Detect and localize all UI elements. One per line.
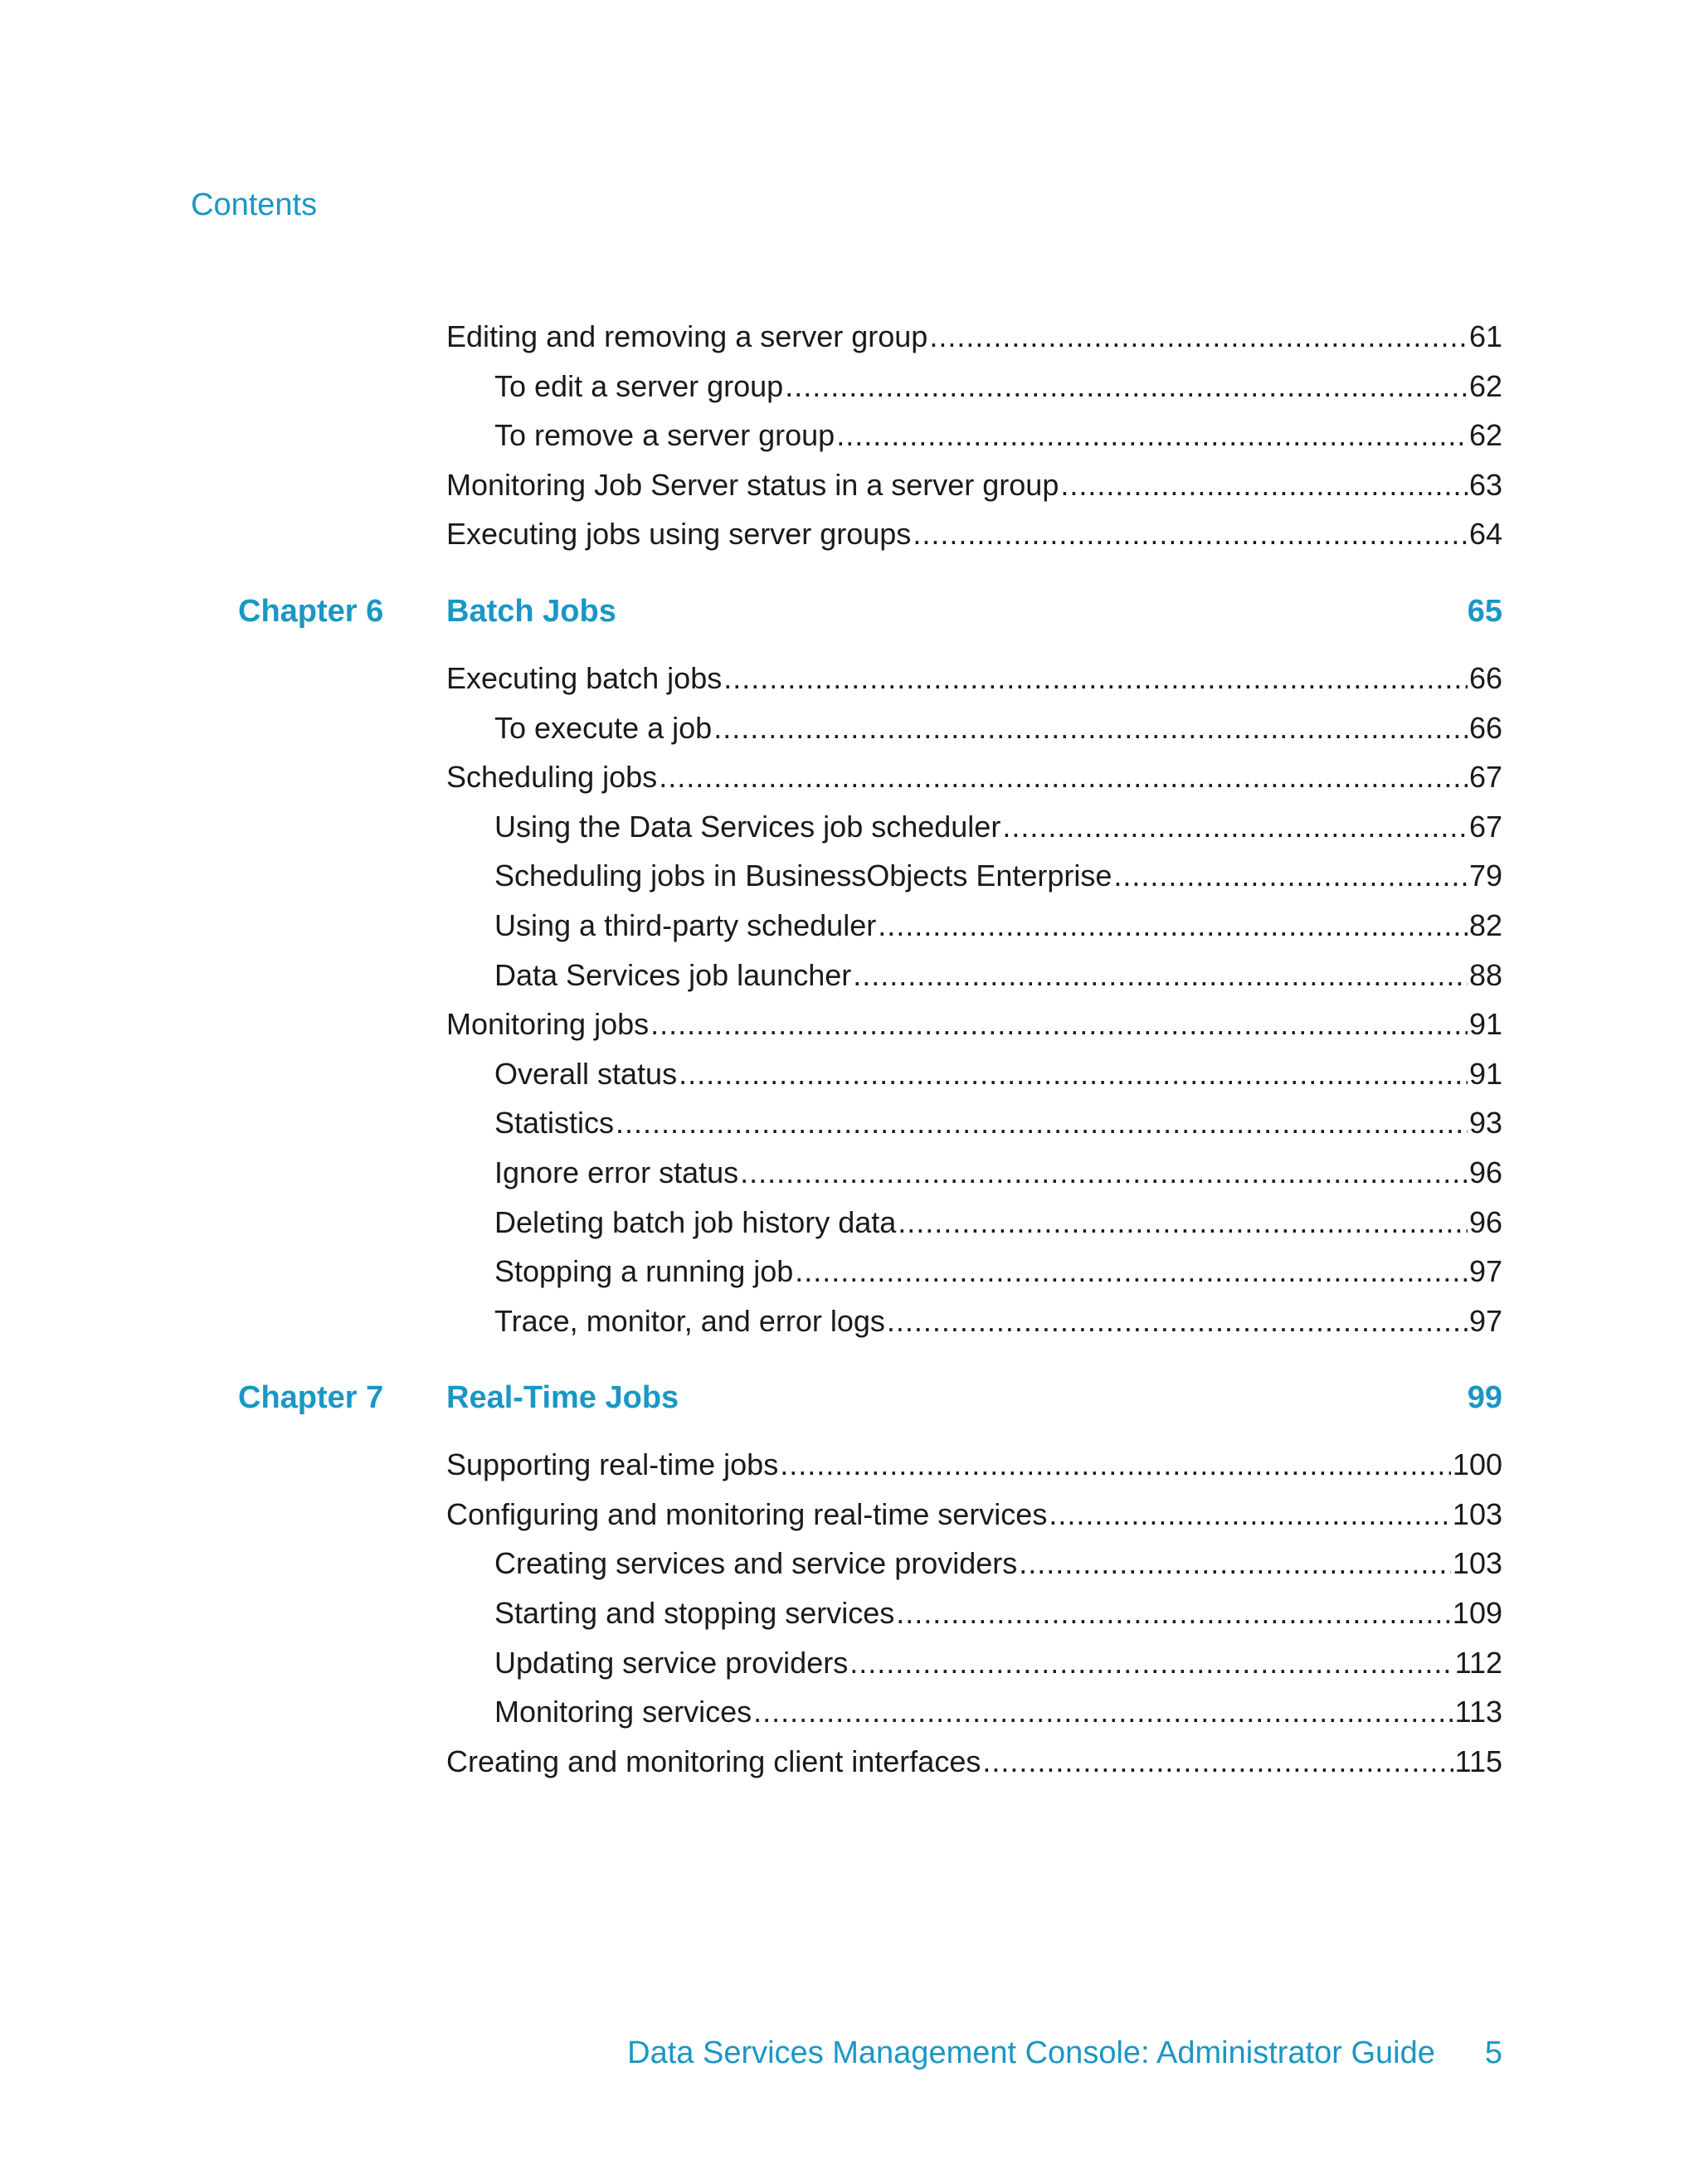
dot-leader bbox=[785, 365, 1468, 408]
toc-entry-title: Editing and removing a server group bbox=[446, 319, 928, 353]
toc-entry-page: 115 bbox=[1454, 1744, 1502, 1778]
toc-entry-title: Using a third-party scheduler bbox=[494, 907, 877, 942]
toc-entry[interactable] bbox=[494, 1592, 1502, 1642]
toc-entry[interactable] bbox=[446, 1443, 1502, 1493]
chapter-label: Chapter 6 bbox=[238, 593, 384, 629]
dot-leader bbox=[1002, 805, 1468, 849]
toc-entry-title: Using the Data Services job scheduler bbox=[494, 809, 1001, 844]
chapter-title: Real-Time Jobs bbox=[446, 1380, 679, 1416]
toc-entry[interactable] bbox=[446, 756, 1502, 805]
toc-chapters bbox=[0, 594, 1699, 1789]
toc-entry[interactable] bbox=[494, 707, 1502, 756]
toc-entry-page: 96 bbox=[1468, 1155, 1502, 1189]
dot-leader bbox=[780, 1443, 1451, 1486]
toc-entry-page: 62 bbox=[1468, 418, 1502, 453]
toc-entry-page: 63 bbox=[1468, 467, 1502, 502]
dot-leader bbox=[753, 1690, 1453, 1734]
toc-entry-title: To edit a server group bbox=[494, 368, 784, 403]
toc-entry-page: 67 bbox=[1468, 760, 1502, 795]
running-header: Contents bbox=[191, 187, 318, 222]
toc-entry-page: 103 bbox=[1452, 1546, 1502, 1581]
toc-entry-title: Executing batch jobs bbox=[446, 660, 723, 695]
toc-entry[interactable] bbox=[494, 1300, 1502, 1350]
dot-leader bbox=[795, 1250, 1468, 1293]
dot-leader bbox=[616, 1102, 1468, 1145]
footer-page-number: 5 bbox=[1484, 2036, 1502, 2070]
toc-entry-title: Creating and monitoring client interfaces bbox=[446, 1744, 981, 1778]
toc-entry-page: 91 bbox=[1468, 1007, 1502, 1042]
toc-entry-page: 97 bbox=[1468, 1254, 1502, 1289]
chapter-page: 65 bbox=[1467, 593, 1502, 629]
toc-entry-title: Deleting batch job history data bbox=[494, 1204, 897, 1239]
toc-entry-title: Updating service providers bbox=[494, 1645, 849, 1680]
toc-entry-page: 113 bbox=[1454, 1695, 1502, 1729]
toc-entry-title: To remove a server group bbox=[494, 418, 835, 453]
toc-entry-title: Starting and stopping services bbox=[494, 1596, 895, 1631]
toc-entry-page: 112 bbox=[1454, 1645, 1502, 1680]
toc-entry-page: 97 bbox=[1468, 1303, 1502, 1338]
chapter-heading[interactable] bbox=[0, 594, 1699, 657]
toc-entry[interactable] bbox=[446, 657, 1502, 707]
toc-entry-page: 64 bbox=[1468, 517, 1502, 552]
toc-entry-page: 100 bbox=[1452, 1447, 1502, 1482]
dot-leader bbox=[887, 1300, 1468, 1343]
toc-entry[interactable] bbox=[494, 1151, 1502, 1201]
toc-entry-page: 79 bbox=[1468, 859, 1502, 893]
toc-entry-page: 109 bbox=[1452, 1596, 1502, 1631]
table-of-contents bbox=[0, 315, 1699, 1789]
toc-entry-page: 62 bbox=[1468, 368, 1502, 403]
toc-entry-title: Trace, monitor, and error logs bbox=[494, 1303, 885, 1338]
footer-title: Data Services Management Console: Administrator Guide bbox=[627, 2036, 1435, 2070]
toc-entry[interactable] bbox=[446, 1493, 1502, 1543]
dot-leader bbox=[650, 1003, 1468, 1046]
dot-leader bbox=[878, 904, 1468, 947]
toc-entry[interactable] bbox=[494, 954, 1502, 1004]
dot-leader bbox=[853, 954, 1468, 997]
dot-leader bbox=[713, 707, 1468, 750]
toc-entry[interactable] bbox=[446, 1740, 1502, 1790]
toc-entry[interactable] bbox=[494, 1642, 1502, 1691]
chapter-page: 99 bbox=[1467, 1380, 1502, 1416]
chapter-heading[interactable] bbox=[0, 1380, 1699, 1443]
dot-leader bbox=[898, 1201, 1468, 1244]
toc-entry[interactable] bbox=[446, 513, 1502, 562]
toc-entry-title: Statistics bbox=[494, 1106, 615, 1141]
dot-leader bbox=[929, 315, 1468, 358]
toc-entry[interactable] bbox=[494, 1053, 1502, 1102]
toc-entry-title: Stopping a running job bbox=[494, 1254, 794, 1289]
page-footer bbox=[627, 2036, 1502, 2071]
toc-entry[interactable] bbox=[494, 805, 1502, 855]
toc-entry-page: 61 bbox=[1468, 319, 1502, 353]
toc-entry-title: Monitoring jobs bbox=[446, 1007, 650, 1042]
toc-entry-title: Ignore error status bbox=[494, 1155, 739, 1189]
toc-entry-title: Monitoring services bbox=[494, 1695, 752, 1729]
toc-entry-page: 96 bbox=[1468, 1204, 1502, 1239]
toc-entry-page: 103 bbox=[1452, 1496, 1502, 1531]
toc-entry-title: To execute a job bbox=[494, 710, 713, 745]
toc-entry-title: Supporting real-time jobs bbox=[446, 1447, 779, 1482]
toc-entry-title: Executing jobs using server groups bbox=[446, 517, 912, 552]
toc-entry[interactable] bbox=[494, 854, 1502, 904]
toc-entry[interactable] bbox=[494, 904, 1502, 954]
toc-entry[interactable] bbox=[446, 1003, 1502, 1053]
dot-leader bbox=[1060, 464, 1468, 507]
toc-continuation-group bbox=[0, 315, 1699, 562]
toc-entry-page: 91 bbox=[1468, 1056, 1502, 1091]
dot-leader bbox=[1113, 854, 1468, 897]
toc-entry-page: 93 bbox=[1468, 1106, 1502, 1141]
dot-leader bbox=[850, 1642, 1453, 1685]
toc-entry[interactable] bbox=[494, 1201, 1502, 1251]
dot-leader bbox=[659, 756, 1468, 799]
toc-entry[interactable] bbox=[494, 1250, 1502, 1300]
toc-entry-title: Scheduling jobs bbox=[446, 760, 658, 795]
toc-entry-title: Configuring and monitoring real-time services bbox=[446, 1496, 1048, 1531]
toc-entry-title: Overall status bbox=[494, 1056, 678, 1091]
dot-leader bbox=[896, 1592, 1451, 1635]
toc-entry[interactable] bbox=[494, 1102, 1502, 1151]
dot-leader bbox=[740, 1151, 1468, 1194]
toc-entry-title: Creating services and service providers bbox=[494, 1546, 1018, 1581]
toc-entry-page: 88 bbox=[1468, 957, 1502, 992]
toc-entry[interactable] bbox=[446, 315, 1502, 365]
dot-leader bbox=[913, 513, 1468, 556]
toc-entry[interactable] bbox=[494, 414, 1502, 464]
toc-entry-page: 66 bbox=[1468, 660, 1502, 695]
toc-entry[interactable] bbox=[494, 1690, 1502, 1740]
toc-entry-title: Data Services job launcher bbox=[494, 957, 852, 992]
dot-leader bbox=[723, 657, 1468, 700]
toc-entry-page: 82 bbox=[1468, 907, 1502, 942]
dot-leader bbox=[1049, 1493, 1451, 1536]
toc-entry-title: Scheduling jobs in BusinessObjects Enterprise bbox=[494, 859, 1112, 893]
dot-leader bbox=[679, 1053, 1468, 1096]
chapter-label: Chapter 7 bbox=[238, 1380, 384, 1416]
toc-entry-page: 67 bbox=[1468, 809, 1502, 844]
toc-entry[interactable] bbox=[446, 464, 1502, 513]
toc-entry-title: Monitoring Job Server status in a server group bbox=[446, 467, 1059, 502]
toc-entry-page: 66 bbox=[1468, 710, 1502, 745]
chapter-title: Batch Jobs bbox=[446, 593, 616, 629]
toc-entry[interactable] bbox=[494, 365, 1502, 415]
dot-leader bbox=[982, 1740, 1453, 1783]
toc-entry[interactable] bbox=[494, 1542, 1502, 1592]
dot-leader bbox=[1019, 1542, 1451, 1585]
dot-leader bbox=[836, 414, 1468, 457]
